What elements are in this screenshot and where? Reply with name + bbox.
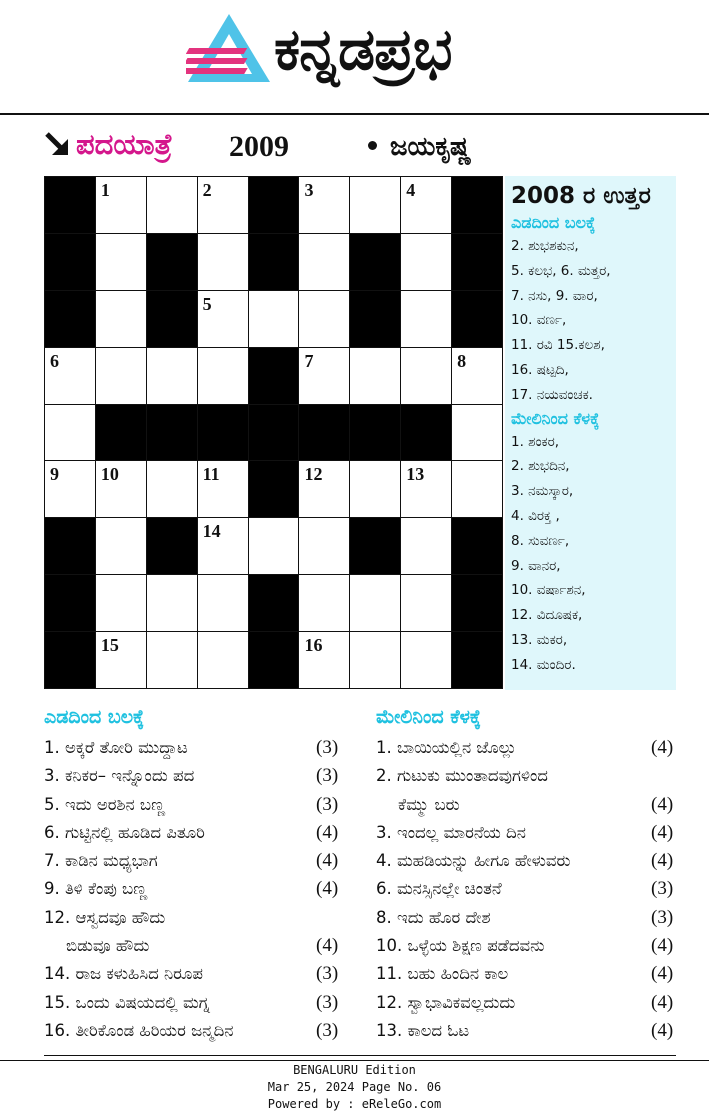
answer-line: 12. ವಿದೂಷಕ,	[511, 607, 583, 624]
clue-item	[44, 1017, 344, 1045]
grid-cell[interactable]	[45, 461, 95, 517]
grid-block	[198, 405, 248, 461]
grid-cell[interactable]	[96, 291, 146, 347]
across-clues-heading: ಎಡದಿಂದ ಬಲಕ್ಕೆ	[44, 706, 145, 728]
clue-number: 2	[202, 180, 212, 200]
answer-line: 1. ಶಂಕರ,	[511, 433, 560, 450]
grid-cell[interactable]	[401, 177, 451, 233]
grid-cell[interactable]	[96, 234, 146, 290]
clue-length: (4)	[651, 793, 674, 815]
clue-number: 10	[100, 464, 119, 485]
grid-cell[interactable]	[350, 575, 400, 631]
clue-item	[376, 932, 676, 960]
clue-number: 4	[406, 180, 416, 200]
grid-cell[interactable]	[198, 177, 248, 233]
clue-item	[376, 989, 676, 1017]
answer-line: 14. ಮಂದಿರ.	[511, 656, 576, 673]
grid-block	[249, 348, 299, 404]
clue-text: 4. ಮಹಡಿಯನ್ನು ಹೀಗೂ ಹೇಳುವರು	[376, 851, 571, 871]
grid-block	[249, 575, 299, 631]
clue-item	[44, 762, 344, 790]
answer-line: 5. ಕಲಭ, 6. ಮತ್ತರ,	[511, 262, 611, 279]
grid-cell[interactable]	[147, 632, 197, 688]
grid-cell[interactable]	[96, 575, 146, 631]
puzzle-number: 2009	[229, 130, 289, 163]
clue-length: (4)	[651, 935, 674, 957]
grid-cell[interactable]	[198, 632, 248, 688]
clue-item	[44, 734, 344, 762]
grid-cell[interactable]	[147, 461, 197, 517]
down-clues	[376, 700, 676, 1045]
masthead	[0, 0, 709, 114]
clue-text: 14. ರಾಜ ಕಳುಹಿಸಿದ ನಿರೂಪ	[44, 964, 204, 984]
answers-title: 2008 ರ ಉತ್ತರ	[511, 183, 651, 209]
clue-item	[376, 819, 676, 847]
clue-number: 3	[304, 180, 314, 200]
clue-text: 15. ಒಂದು ವಿಷಯದಲ್ಲಿ ಮಗ್ನ	[44, 992, 210, 1012]
grid-cell[interactable]	[299, 632, 349, 688]
clue-text: 3. ಕನಿಕರ– ಇನ್ನೊಂದು ಪದ	[44, 766, 195, 786]
grid-cell[interactable]	[350, 177, 400, 233]
grid-block	[452, 575, 502, 631]
clue-text: 6. ಮನಸ್ಸಿನಲ್ಲೇ ಚಿಂತನೆ	[376, 879, 502, 899]
grid-cell[interactable]	[198, 518, 248, 574]
grid-cell[interactable]	[147, 177, 197, 233]
grid-cell[interactable]	[299, 461, 349, 517]
clue-length: (3)	[316, 991, 339, 1013]
answer-line: 16. ಷಟ್ಪದಿ,	[511, 361, 569, 378]
grid-block	[350, 405, 400, 461]
answer-line: 11. ರವಿ 15.ಕಲಶ,	[511, 337, 605, 354]
grid-cell[interactable]	[198, 291, 248, 347]
clue-text: 11. ಬಹು ಹಿಂದಿನ ಕಾಲ	[376, 964, 509, 984]
answer-line: 10. ವರ್ಣ,	[511, 312, 567, 329]
clue-text: 8. ಇದು ಹೊರ ದೇಶ	[376, 907, 491, 927]
grid-cell[interactable]	[299, 234, 349, 290]
bullet-icon	[368, 141, 377, 150]
across-clues	[44, 700, 344, 1045]
divider	[44, 1055, 676, 1056]
grid-cell[interactable]	[401, 291, 451, 347]
clue-length: (3)	[316, 765, 339, 787]
grid-cell[interactable]	[401, 461, 451, 517]
grid-block	[45, 518, 95, 574]
author-name: ಜಯಕೃಷ್ಣ	[390, 132, 472, 162]
date-page-label: Mar 25, 2024 Page No. 06	[267, 1080, 442, 1094]
answer-line: 3. ನಮಸ್ಕಾರ,	[511, 483, 574, 500]
clue-item	[376, 791, 676, 819]
clue-number: 15	[100, 635, 119, 656]
clue-text: 9. ತಿಳಿ ಕೆಂಪು ಬಣ್ಣ	[44, 879, 148, 899]
grid-block	[299, 405, 349, 461]
clue-item	[44, 847, 344, 875]
clue-number: 6	[50, 350, 59, 371]
grid-cell[interactable]	[299, 348, 349, 404]
grid-cell[interactable]	[350, 461, 400, 517]
clue-number: 16	[304, 635, 323, 656]
grid-cell[interactable]	[299, 575, 349, 631]
answer-line: 7. ನಸು, 9. ವಾರ,	[511, 287, 598, 304]
clue-item	[44, 989, 344, 1017]
clue-text: 3. ಇಂದಲ್ಲ ಮಾರನೆಯ ದಿನ	[376, 822, 526, 842]
clue-text: ಬಿಡುವೂ ಹೌದು	[66, 936, 150, 956]
clue-number: 11	[202, 464, 220, 485]
grid-cell[interactable]	[452, 405, 502, 461]
clue-text: 2. ಗುಟುಕು ಮುಂತಾದವುಗಳಿಂದ	[376, 766, 548, 786]
section-title: ಪದಯಾತ್ರೆ	[76, 127, 173, 161]
grid-block	[96, 405, 146, 461]
edition-label: BENGALURU Edition	[293, 1063, 416, 1077]
grid-cell[interactable]	[401, 234, 451, 290]
clue-length: (4)	[651, 963, 674, 985]
grid-block	[45, 575, 95, 631]
grid-cell[interactable]	[198, 348, 248, 404]
grid-block	[350, 291, 400, 347]
grid-block	[249, 177, 299, 233]
answer-line: 9. ವಾನರ,	[511, 557, 561, 574]
clue-number: 5	[202, 293, 212, 314]
grid-cell[interactable]	[401, 632, 451, 688]
clue-item	[376, 734, 676, 762]
clue-length: (4)	[651, 850, 674, 872]
grid-cell[interactable]	[401, 518, 451, 574]
clue-item	[44, 819, 344, 847]
grid-block	[45, 632, 95, 688]
grid-block	[147, 518, 197, 574]
clue-item	[376, 904, 676, 932]
crossword-grid	[44, 176, 503, 689]
clue-number: 9	[50, 464, 59, 485]
clue-text: 12. ಸ್ವಾಭಾವಿಕವಲ್ಲದುದು	[376, 992, 516, 1012]
clue-item	[376, 875, 676, 903]
grid-cell[interactable]	[45, 348, 95, 404]
clue-number: 14	[202, 521, 221, 542]
answer-line: 2. ಶುಭಶಕುನ,	[511, 238, 579, 254]
clue-item	[376, 1017, 676, 1045]
grid-cell[interactable]	[147, 575, 197, 631]
clue-text: 5. ಇದು ಅರಶಿನ ಬಣ್ಣ	[44, 794, 166, 814]
grid-cell[interactable]	[96, 518, 146, 574]
grid-cell[interactable]	[198, 461, 248, 517]
logo-text: ಕನ್ನಡಪ್ರಭ	[274, 15, 452, 83]
grid-block	[147, 291, 197, 347]
grid-block	[147, 234, 197, 290]
clue-number: 8	[457, 350, 467, 371]
answer-line: 2. ಶುಭದಿನ,	[511, 458, 570, 475]
grid-cell[interactable]	[350, 632, 400, 688]
clue-item	[44, 960, 344, 988]
grid-block	[249, 405, 299, 461]
clue-item	[44, 875, 344, 903]
grid-block	[452, 632, 502, 688]
grid-cell[interactable]	[198, 234, 248, 290]
divider	[0, 113, 709, 115]
clue-length: (3)	[651, 906, 674, 928]
grid-block	[147, 405, 197, 461]
grid-cell[interactable]	[96, 348, 146, 404]
clue-length: (3)	[316, 963, 339, 985]
grid-cell[interactable]	[350, 348, 400, 404]
clue-length: (3)	[316, 1019, 339, 1041]
clue-length: (4)	[316, 878, 339, 900]
clue-text: 12. ಆಸ್ವದವೂ ಹೌದು	[44, 907, 166, 927]
grid-cell[interactable]	[452, 461, 502, 517]
grid-cell[interactable]	[96, 177, 146, 233]
answer-line: 4. ವಿರಕ್ತ ,	[511, 507, 560, 524]
grid-cell[interactable]	[249, 291, 299, 347]
answer-line: 10. ವರ್ಷಾಶನ,	[511, 582, 586, 599]
clue-item	[376, 762, 676, 790]
grid-cell[interactable]	[299, 518, 349, 574]
clue-number: 12	[304, 464, 323, 485]
grid-cell[interactable]	[401, 348, 451, 404]
clue-length: (4)	[316, 821, 339, 843]
arrow-down-right-icon	[44, 131, 70, 157]
grid-cell[interactable]	[249, 518, 299, 574]
clue-item	[44, 932, 344, 960]
powered-by-link[interactable]: Powered by : eReleGo.com	[267, 1097, 442, 1111]
down-clues-heading: ಮೇಲಿನಿಂದ ಕೆಳಕ್ಕೆ	[376, 706, 482, 728]
answer-line: 8. ಸುವರ್ಣ,	[511, 532, 570, 549]
answer-line: 17. ನಯವಂಚಕ.	[511, 386, 593, 403]
grid-cell[interactable]	[96, 632, 146, 688]
grid-cell[interactable]	[45, 405, 95, 461]
grid-cell[interactable]	[198, 575, 248, 631]
answer-line: 13. ಮಕರ,	[511, 631, 568, 648]
grid-block	[45, 291, 95, 347]
grid-block	[452, 518, 502, 574]
grid-block	[45, 234, 95, 290]
answers-across-heading: ಎಡದಿಂದ ಬಲಕ್ಕೆ	[511, 213, 596, 232]
grid-block	[249, 234, 299, 290]
clue-length: (4)	[316, 850, 339, 872]
clue-text: 16. ತೀರಿಕೊಂಡ ಹಿರಿಯರ ಜನ್ಮದಿನ	[44, 1020, 234, 1040]
clue-length: (3)	[316, 737, 339, 758]
divider	[0, 1060, 709, 1061]
clue-length: (4)	[651, 821, 674, 843]
clue-text: 6. ಗುಟ್ಟಿನಲ್ಲಿ ಹೂಡಿದ ಪಿತೂರಿ	[44, 822, 205, 842]
grid-block	[350, 234, 400, 290]
clue-number: 7	[304, 350, 314, 371]
clue-number: 1	[100, 180, 110, 200]
clue-length: (4)	[316, 935, 339, 957]
clue-text: 13. ಕಾಲದ ಓಟ	[376, 1020, 470, 1040]
clue-length: (4)	[651, 1019, 674, 1041]
clue-length: (3)	[316, 793, 339, 815]
grid-block	[401, 405, 451, 461]
clue-item	[376, 847, 676, 875]
clue-length: (4)	[651, 991, 674, 1013]
clue-text: 7. ಕಾಡಿನ ಮಧ್ಯಭಾಗ	[44, 851, 158, 871]
grid-cell[interactable]	[299, 177, 349, 233]
answers-down-heading: ಮೇಲಿನಿಂದ ಕೆಳಕ್ಕೆ	[511, 408, 600, 428]
grid-block	[452, 177, 502, 233]
grid-block	[452, 234, 502, 290]
clue-text: 10. ಒಳ್ಳೆಯ ಶಿಕ್ಷಣ ಪಡೆದವನು	[376, 936, 545, 956]
logo-triangle-icon	[186, 12, 272, 84]
grid-cell[interactable]	[452, 348, 502, 404]
grid-block	[249, 632, 299, 688]
grid-block	[452, 291, 502, 347]
grid-cell[interactable]	[96, 461, 146, 517]
clue-text: ಕೆಮ್ಮು ಬರು	[398, 794, 460, 814]
clue-item	[376, 960, 676, 988]
grid-cell[interactable]	[147, 348, 197, 404]
grid-block	[45, 177, 95, 233]
grid-cell[interactable]	[401, 575, 451, 631]
clue-length: (4)	[651, 737, 674, 758]
clue-length: (3)	[651, 878, 674, 900]
clue-text: 1. ಅಕ್ಕರೆ ತೋರಿ ಮುದ್ದಾಟ	[44, 738, 188, 757]
grid-cell[interactable]	[299, 291, 349, 347]
clue-item	[44, 791, 344, 819]
grid-block	[350, 518, 400, 574]
footer	[0, 1062, 709, 1113]
grid-block	[249, 461, 299, 517]
previous-answers-panel	[505, 176, 676, 690]
clue-number: 13	[406, 464, 425, 485]
clue-text: 1. ಬಾಯಿಯಲ್ಲಿನ ಜೊಲ್ಲು	[376, 738, 517, 757]
clue-item	[44, 904, 344, 932]
